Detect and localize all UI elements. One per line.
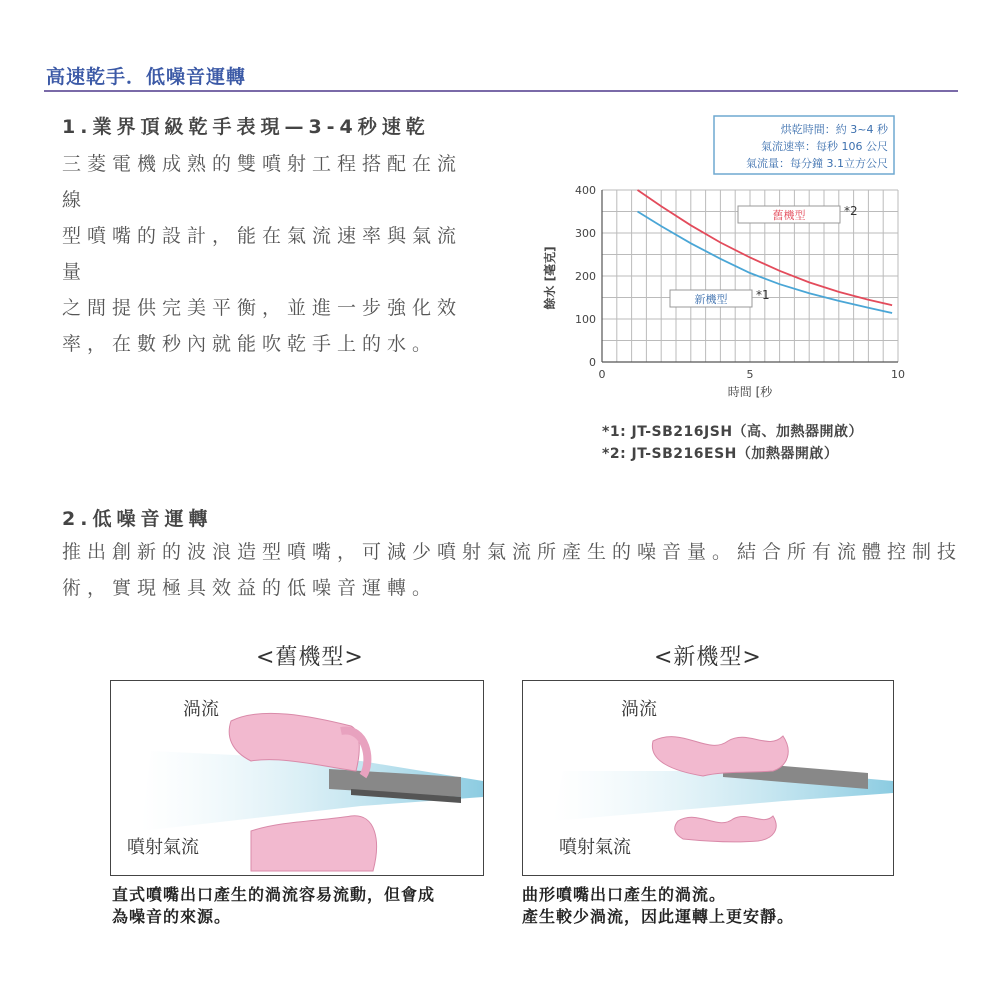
x-tick-label: 5	[746, 368, 754, 381]
old-model-title: <舊機型>	[256, 645, 364, 670]
title-divider	[44, 90, 958, 92]
vortex-upper	[652, 736, 788, 776]
x-axis-label: 時間 [秒	[727, 385, 773, 399]
y-tick-label: 200	[575, 270, 596, 283]
y-axis-label: 餘水 [毫克]	[543, 246, 557, 310]
section1-heading: 1.業界頂級乾手表現—3-4秒速乾	[62, 116, 430, 138]
vortex-lower	[251, 816, 377, 871]
old-vortex-label: 渦流	[183, 699, 219, 720]
footnote-2: *2: JT-SB216ESH（加熱器開啟）	[602, 446, 839, 462]
info-line-1: 烘乾時間：約 3~4 秒	[780, 123, 888, 136]
section2-heading: 2.低噪音運轉	[62, 508, 213, 530]
footnote-1: *1: JT-SB216JSH（高、加熱器開啟）	[602, 424, 864, 440]
new-model-title: <新機型>	[654, 645, 762, 670]
y-tick-label: 0	[589, 356, 596, 369]
new-model-caption: 曲形噴嘴出口產生的渦流。 產生較少渦流，因此運轉上更安靜。	[522, 885, 795, 926]
legend-new-marker: *1	[756, 288, 770, 302]
y-tick-label: 100	[575, 313, 596, 326]
section2-body: 推出創新的波浪造型噴嘴，可減少噴射氣流所產生的噪音量。結合所有流體控制技術，實現極具效益的低噪音運轉。	[62, 541, 963, 599]
info-line-3: 氣流量：每分鐘 3.1立方公尺	[746, 157, 888, 170]
vortex-lower	[675, 816, 776, 842]
x-tick-label: 0	[598, 368, 606, 381]
legend-old: 舊機型	[772, 209, 806, 222]
drying-chart	[540, 110, 920, 400]
old-model-caption: 直式噴嘴出口產生的渦流容易流動，但會成 為噪音的來源。	[112, 885, 436, 926]
section1-body: 三菱電機成熟的雙噴射工程搭配在流線 型噴嘴的設計，能在氣流速率與氣流量 之間提供完美平衡，並進一步強化效 率，在數秒內就能吹乾手上的水。	[62, 153, 463, 355]
legend-new: 新機型	[694, 293, 728, 306]
new-model-diagram	[522, 680, 894, 876]
old-model-diagram	[110, 680, 484, 876]
legend-old-marker: *2	[844, 204, 858, 218]
info-line-2: 氣流速率：每秒 106 公尺	[761, 140, 888, 153]
page-title: 高速乾手．低噪音運轉	[46, 66, 247, 88]
x-tick-label: 10	[891, 368, 905, 381]
old-jet-label: 噴射氣流	[127, 837, 199, 858]
new-vortex-label: 渦流	[621, 699, 657, 720]
y-tick-label: 400	[575, 184, 596, 197]
new-jet-label: 噴射氣流	[559, 837, 631, 858]
y-tick-label: 300	[575, 227, 596, 240]
